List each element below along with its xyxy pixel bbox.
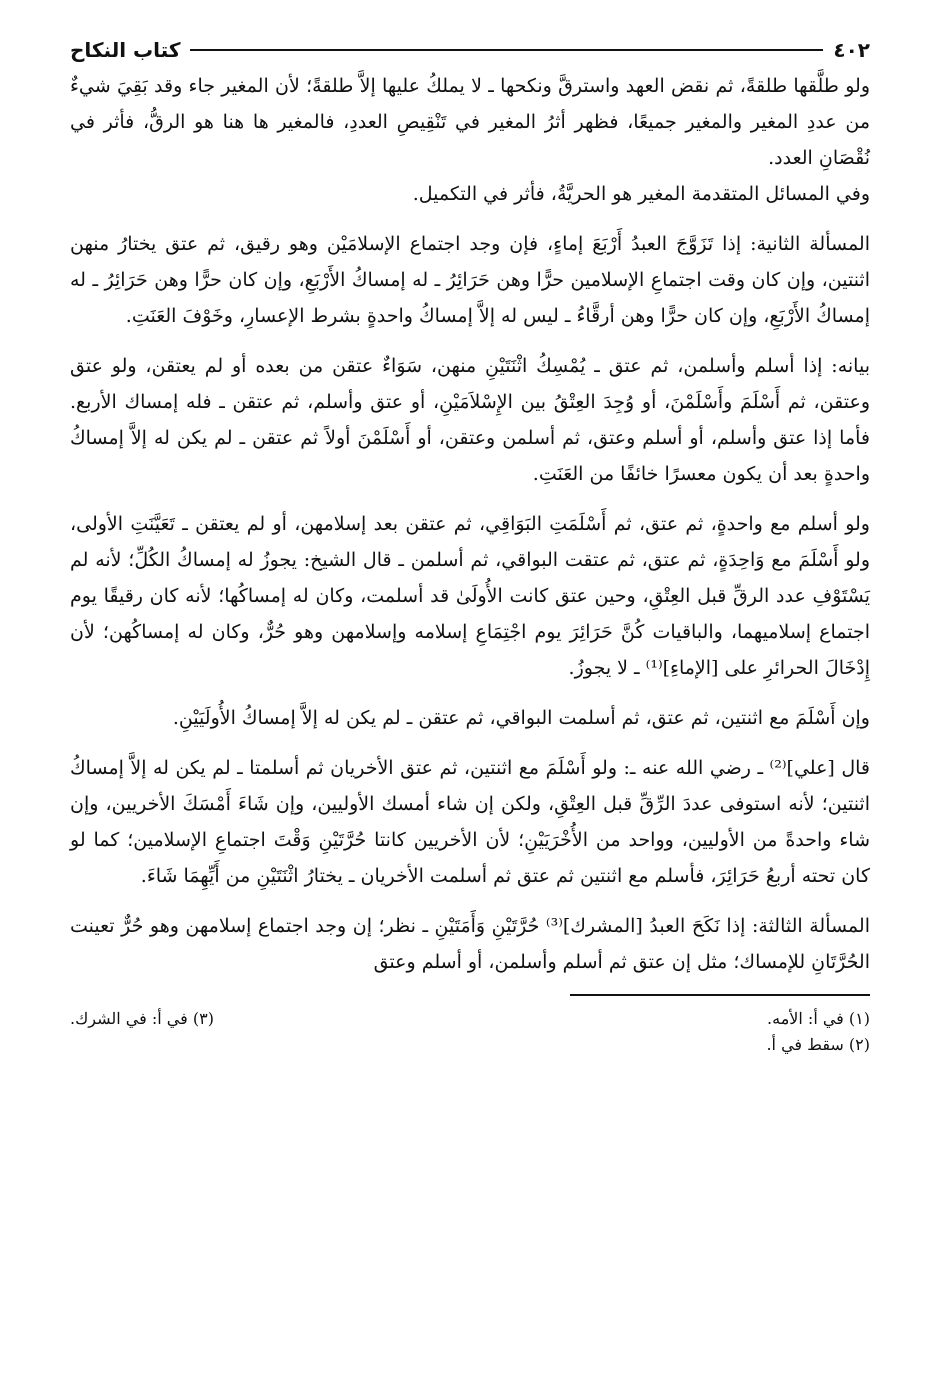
- paragraph: وفي المسائل المتقدمة المغير هو الحريَّةُ، فأثر في التكميل.: [412, 183, 870, 205]
- paragraph: بيانه: إذا أسلم وأسلمن، ثم عتق ـ يُمْسِكُ اثْنَتَيْنِ منهن، سَوَاءٌ عتقن من بعده أو لم يعتقن، ولو عتق وعتقن، ثم أَسْلَمَ وأَسْلَمْنَ، أو وُجِدَ العِتْقُ بين الإِسْلاَمَيْنِ، أو عتق وأسلم، ثم عتقن ـ فله إمساك الأربع. فأما إذا عتق وأسلم، أو أسلم وعتق، ثم أسلمن وعتقن، أو أَسْلَمْنَ أولاً ثم عتقن ـ لم يكن له إلاَّ إمساكُ واحدةٍ بعد أن يكون معسرًا خائفًا من العَنَتِ.: [70, 355, 870, 485]
- header-rule: [190, 49, 823, 51]
- footnote-3: (٣) في أ: في الشرك.: [70, 1009, 214, 1028]
- paragraph: وإن أَسْلَمَ مع اثنتين، ثم عتق، ثم أسلمت البواقي، ثم عتقن ـ لم يكن له إلاَّ إمساكُ الأُولَيَيْنِ.: [172, 707, 870, 729]
- paragraph: ولو طلَّقها طلقةً، ثم نقض العهد واسترقَّ ونكحها ـ لا يملكُ عليها إلاَّ طلقةً؛ لأن المغير جاء وقد بَقِيَ شيءٌ من عددِ المغير والمغير جميعًا، فظهر أثرُ المغير في تَنْقِيصِ العددِ، فالمغير ها هنا هو الرقُّ، فأثر في نُقْصَانِ العدد.: [70, 75, 870, 169]
- paragraph: المسألة الثانية: إذا تَزَوَّجَ العبدُ أَرْبَعَ إماءٍ، فإن وجد اجتماع الإسلامَيْن وهو رقيق، ثم عتق يختارُ منهن اثنتين، وإن كان وقت اجتماعِ الإسلامين حرًّا وهن حَرَائِرُ ـ له إمساكُ الأَرْبَعِ، وإن كان حرًّا وهن حَرَائِرُ ـ له إمساكُ الأَرْبَعِ، وإن كان حرًّا وهن أرقَّاءُ ـ ليس له إلاَّ إمساكُ واحدةٍ بشرط الإعسارِ، وخَوْفَ العَنَتِ.: [70, 233, 870, 327]
- footnotes: [70, 1006, 870, 1058]
- book-title: كتاب النكاح: [70, 38, 181, 62]
- footnote-2: (٢) سقط في أ.: [766, 1035, 870, 1054]
- paragraph: المسألة الثالثة: إذا نَكَحَ العبدُ [المشرك]⁽³⁾ حُرَّتَيْنِ وَأَمَتَيْنِ ـ نظر؛ إن وجد اجتماع إسلامهن وهو حُرٌّ تعينت الحُرَّتَانِ للإمساك؛ مثل إن عتق ثم أسلم وأسلمن، أو أسلم وعتق: [70, 915, 870, 973]
- paragraph: قال [علي]⁽²⁾ ـ رضي الله عنه ـ: ولو أَسْلَمَ مع اثنتين، ثم عتق الأخريان ثم أسلمتا ـ لم يكن له إلاَّ إمساكُ اثنتين؛ لأنه استوفى عددَ الرِّقِّ قبل العِتْقِ، ولكن إن شاء أمسك الأوليين، وإن شَاءَ أَمْسَكَ الأخريين، وإن شاء واحدةً من الأوليين، وواحد من الأُخْرَيَيْنِ؛ لأن الأخريين كانتا حُرَّتَيْنِ وَقْتَ اجتماعِ الإسلامين؛ كما لو كان تحته أربعُ حَرَائِرَ، فأسلم مع اثنتين ثم عتق ثم أسلمت الأخريان ـ يختارُ اثْنَتَيْنِ من أَيِّهِمَا شَاءَ.: [70, 757, 870, 887]
- running-header: [70, 38, 870, 62]
- footnote-rule: [570, 994, 870, 996]
- footnote-1: (١) في أ: الأمه.: [767, 1009, 870, 1028]
- page-number: ٤٠٢: [833, 38, 870, 62]
- paragraph: ولو أسلم مع واحدةٍ، ثم عتق، ثم أَسْلَمَتِ البَوَاقِي، ثم عتقن بعد إسلامهن، أو لم يعتقن ـ تَعَيَّنَتِ الأولى، ولو أَسْلَمَ مع وَاحِدَةٍ، ثم عتق، ثم عتقت البواقي، ثم أسلمن ـ قال الشيخ: يجوزُ له إمساكُ الكُلِّ؛ لأنه لم يَسْتَوْفِ عدد الرقِّ قبل العِتْقِ، وحين عتق كانت الأُولَىٰ قد أسلمت، وكان له إمساكُها؛ لأنه كان رقيقًا يوم اجتماع إسلاميهما، والباقيات كُنَّ حَرَائِرَ يوم اجْتِمَاعِ إسلامه وإسلامهن وهو حُرٌّ، وكان له إمساكُهن؛ لأن إِدْخَالَ الحرائرِ على [الإماءِ]⁽¹⁾ ـ لا يجوزُ.: [70, 513, 870, 679]
- book-page: [70, 38, 870, 1058]
